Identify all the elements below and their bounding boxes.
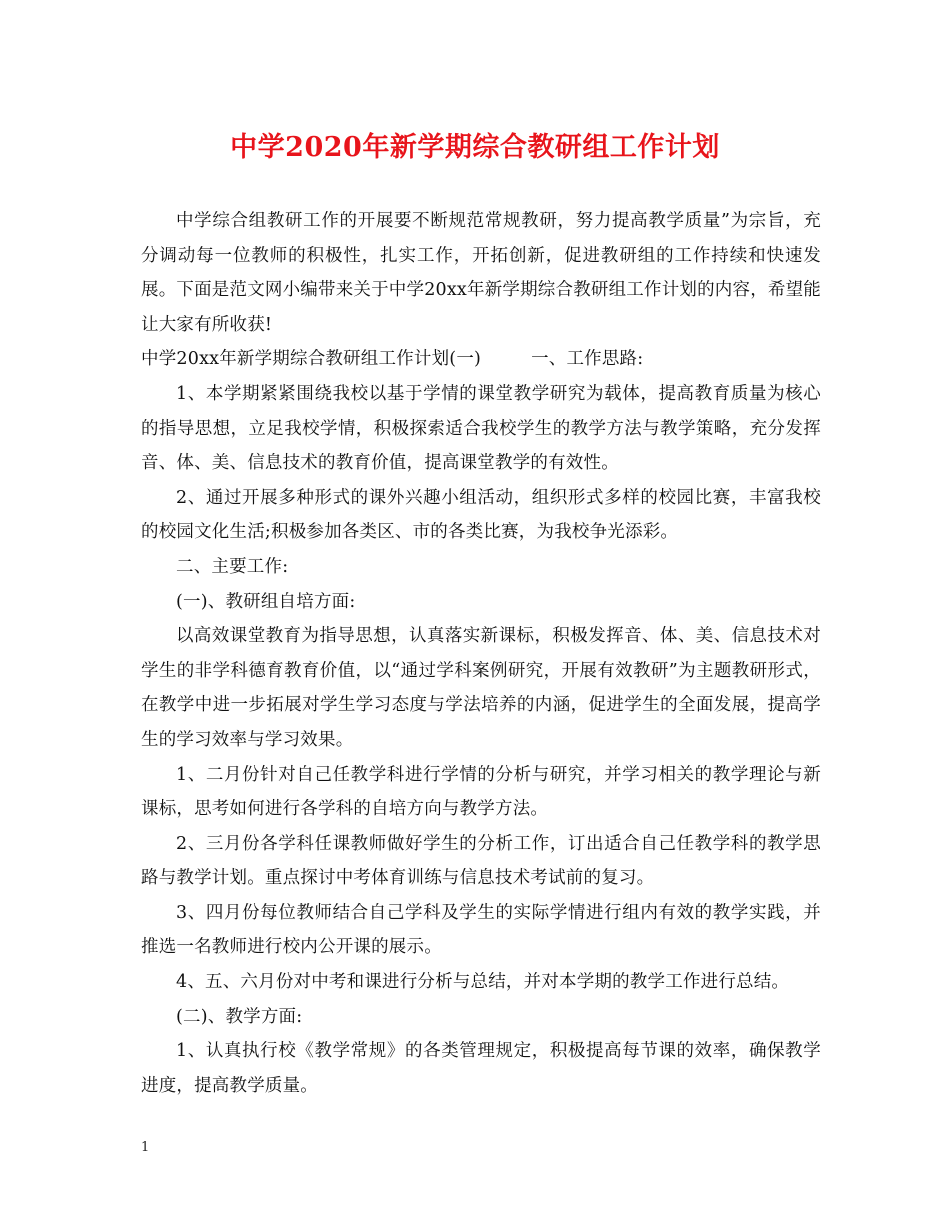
work-approach-heading: 一、工作思路:	[531, 349, 644, 370]
subsection-heading: (一)、教研组自培方面:	[176, 591, 356, 612]
paragraph: 2、通过开展多种形式的课外兴趣小组活动，组织形式多样的校园比赛，丰富我校的校园文化生活;积极参加各类区、市的各类比赛，为我校争光添彩。	[141, 487, 821, 543]
document-body	[141, 204, 821, 1103]
paragraph: 2、三月份各学科任课教师做好学生的分析工作，订出适合自己任教学科的教学思路与教学计划。重点探讨中考体育训练与信息技术考试前的复习。	[141, 833, 821, 889]
intro-paragraph: 中学综合组教研工作的开展要不断规范常规教研，努力提高教学质量”为宗旨，充分调动每一位教师的积极性，扎实工作，开拓创新，促进教研组的工作持续和快速发展。下面是范文网小编带来关于中学20xx年新学期综合教研组工作计划的内容，希望能让大家有所收获!	[141, 211, 822, 335]
subsection-heading: (二)、教学方面:	[176, 1006, 303, 1027]
paragraph: 4、五、六月份对中考和课进行分析与总结，并对本学期的教学工作进行总结。	[176, 972, 790, 993]
section-heading: 二、主要工作:	[176, 556, 289, 577]
paragraph: 1、二月份针对自己任教学科进行学情的分析与研究，并学习相关的教学理论与新课标，思考如何进行各学科的自培方向与教学方法。	[141, 764, 821, 820]
plan-subtitle: 中学20xx年新学期综合教研组工作计划(一)	[141, 349, 482, 370]
page-number: 1	[141, 1140, 150, 1155]
paragraph: 以高效课堂教育为指导思想，认真落实新课标，积极发挥音、体、美、信息技术对学生的非学科德育教育价值，以“通过学科案例研究，开展有效教研”为主题教研形式，在教学中进一步拓展对学生学习态度与学法培养的内涵，促进学生的全面发展，提高学生的学习效率与学习效果。	[141, 626, 821, 750]
document-title: 中学2020年新学期综合教研组工作计划	[230, 132, 720, 163]
section-heading-line	[141, 342, 821, 377]
paragraph: 1、认真执行校《教学常规》的各类管理规定，积极提高每节课的效率，确保教学进度，提高教学质量。	[141, 1041, 821, 1096]
paragraph: 3、四月份每位教师结合自己学科及学生的实际学情进行组内有效的教学实践，并推选一名教师进行校内公开课的展示。	[141, 902, 821, 958]
paragraph: 1、本学期紧紧围绕我校以基于学情的课堂教学研究为载体，提高教育质量为核心的指导思想，立足我校学情，积极探索适合我校学生的教学方法与教学策略，充分发挥音、体、美、信息技术的教育价值，提高课堂教学的有效性。	[141, 383, 821, 474]
